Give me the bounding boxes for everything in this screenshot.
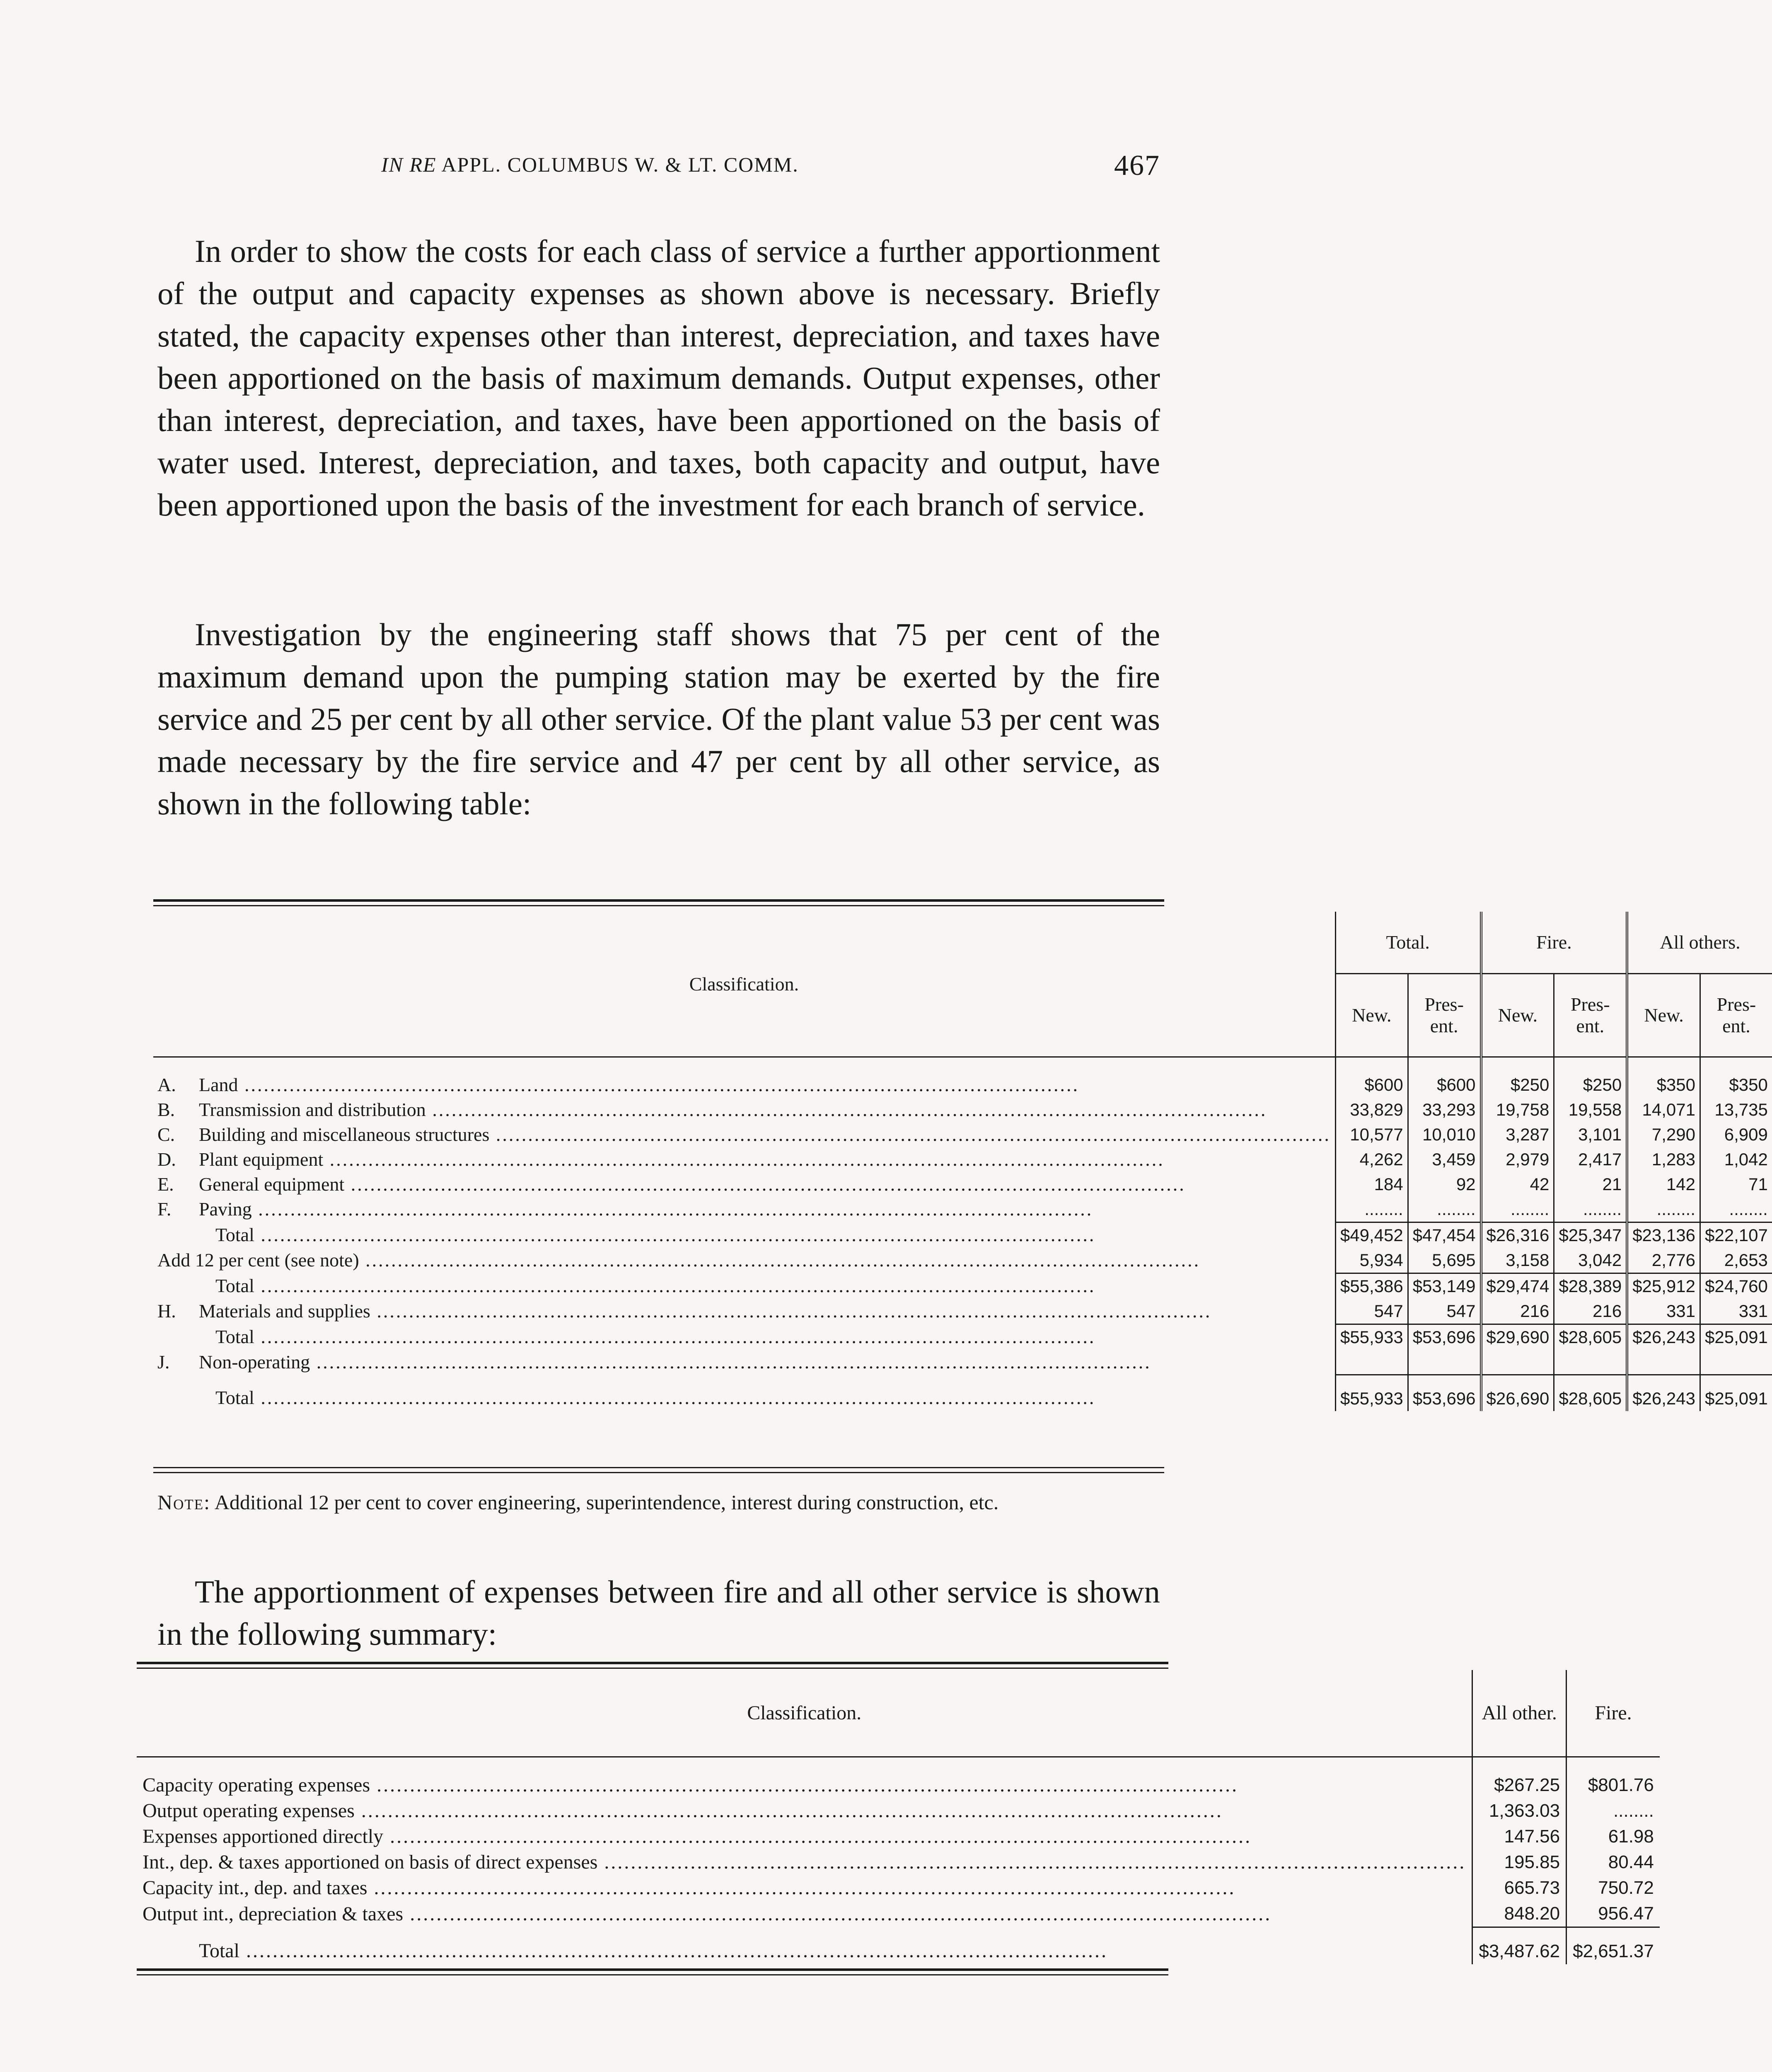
summary-classification-header: Classification. [137, 1670, 1472, 1757]
table-row [137, 1824, 1660, 1849]
paragraph-apportionment-summary [157, 1571, 1160, 1655]
running-head-italic: IN RE [381, 153, 437, 176]
cell-total-present: 10,010 [1408, 1122, 1481, 1147]
cell-others-new [1627, 1350, 1700, 1375]
cell-fire-present [1554, 1350, 1627, 1375]
cell-all-other: 848.20 [1472, 1901, 1567, 1927]
table-row [153, 1122, 1772, 1147]
note-text: Additional 12 per cent to cover engineering, superintendence, interest during construction, etc. [214, 1491, 999, 1514]
table-row [153, 1097, 1772, 1122]
cell-total-new: ........ [1335, 1197, 1408, 1222]
group-header-all-others: All others. [1627, 912, 1772, 974]
cell-total-present: 547 [1408, 1299, 1481, 1324]
table-top-rule-thin [153, 905, 1164, 906]
table-row [153, 1197, 1772, 1222]
row-label: Int., dep. & taxes apportioned on basis of direct expenses ..... [137, 1849, 1472, 1875]
cell-all-other: 195.85 [1472, 1849, 1567, 1875]
cell-fire-present: $28,389 [1554, 1273, 1627, 1299]
table-row [137, 1798, 1660, 1824]
row-label: Total ..... [153, 1222, 1335, 1248]
cell-fire-present: 2,417 [1554, 1147, 1627, 1172]
row-label: J. Non-operating ..... [153, 1350, 1335, 1375]
cell-fire-present: $28,605 [1554, 1375, 1627, 1411]
cell-fire-total: $2,651.37 [1567, 1927, 1660, 1965]
cell-others-new: $26,243 [1627, 1375, 1700, 1411]
paragraph-investigation [157, 613, 1160, 825]
cell-total-new: $55,933 [1335, 1324, 1408, 1350]
summary-bottom-rule [137, 1968, 1168, 1971]
cell-total-new [1335, 1350, 1408, 1375]
cell-total-new: 33,829 [1335, 1097, 1408, 1122]
summary-all-other-header: All other. [1472, 1670, 1567, 1757]
expense-summary-table [137, 1670, 1660, 1964]
table-row-total [153, 1222, 1772, 1248]
cell-fire-new: $29,474 [1481, 1273, 1554, 1299]
cell-total-new: $55,386 [1335, 1273, 1408, 1299]
cell-total-present: 5,695 [1408, 1248, 1481, 1273]
cell-fire: 61.98 [1567, 1824, 1660, 1849]
subheader-present: Pres-ent. [1554, 974, 1627, 1057]
row-label: Expenses apportioned directly ..... [137, 1824, 1472, 1849]
row-label: Total ..... [153, 1273, 1335, 1299]
row-label: B. Transmission and distribution ..... [153, 1097, 1335, 1122]
row-label: Output int., depreciation & taxes ..... [137, 1901, 1472, 1927]
paragraph-cost-apportionment [157, 230, 1160, 526]
table-top-rule [153, 899, 1164, 902]
table-row [153, 1299, 1772, 1324]
cell-fire-new [1481, 1350, 1554, 1375]
cell-fire-present: $25,347 [1554, 1222, 1627, 1248]
cell-fire-present: 3,042 [1554, 1248, 1627, 1273]
cell-total-new: 10,577 [1335, 1122, 1408, 1147]
page-header [157, 149, 1160, 199]
cell-others-new: $25,912 [1627, 1273, 1700, 1299]
cell-others-new: 14,071 [1627, 1097, 1700, 1122]
table-row [153, 1350, 1772, 1375]
cell-fire-new: 216 [1481, 1299, 1554, 1324]
row-label: Capacity operating expenses ..... [137, 1757, 1472, 1798]
subheader-new: New. [1335, 974, 1408, 1057]
cell-fire-new: $29,690 [1481, 1324, 1554, 1350]
table-row [153, 1147, 1772, 1172]
cell-all-other: 1,363.03 [1472, 1798, 1567, 1824]
cell-fire-new: 2,979 [1481, 1147, 1554, 1172]
summary-top-rule [137, 1662, 1168, 1664]
cell-all-other: 147.56 [1472, 1824, 1567, 1849]
table-row-total [153, 1324, 1772, 1350]
cell-fire-new: 3,158 [1481, 1248, 1554, 1273]
table-row [137, 1901, 1660, 1927]
cell-others-present: $25,091 [1700, 1324, 1772, 1350]
cell-others-new: 142 [1627, 1172, 1700, 1197]
summary-top-rule-thin [137, 1668, 1168, 1669]
subheader-new: New. [1627, 974, 1700, 1057]
cell-others-present: 2,653 [1700, 1248, 1772, 1273]
row-label: A. Land ..... [153, 1057, 1335, 1098]
cell-others-present: $22,107 [1700, 1222, 1772, 1248]
row-label: F. Paving ..... [153, 1197, 1335, 1222]
subheader-present: Pres-ent. [1700, 974, 1772, 1057]
group-header-fire: Fire. [1481, 912, 1627, 974]
row-label: Total ..... [137, 1927, 1472, 1965]
cell-fire-present: 19,558 [1554, 1097, 1627, 1122]
cell-others-present: $25,091 [1700, 1375, 1772, 1411]
table-footnote [157, 1492, 1160, 1513]
row-label: Total ..... [153, 1324, 1335, 1350]
cell-fire: ........ [1567, 1798, 1660, 1824]
cell-others-present [1700, 1350, 1772, 1375]
cell-total-present: $53,696 [1408, 1375, 1481, 1411]
cell-total-new: 547 [1335, 1299, 1408, 1324]
table-row-total [137, 1927, 1660, 1965]
row-label: D. Plant equipment ..... [153, 1147, 1335, 1172]
table-row [153, 1057, 1772, 1098]
cell-others-new: $23,136 [1627, 1222, 1700, 1248]
cell-fire-new: 19,758 [1481, 1097, 1554, 1122]
cell-others-new: 2,776 [1627, 1248, 1700, 1273]
table-bottom-rule [153, 1467, 1164, 1468]
cell-others-present: $24,760 [1700, 1273, 1772, 1299]
cell-fire-present: 216 [1554, 1299, 1627, 1324]
cell-total-new: $55,933 [1335, 1375, 1408, 1411]
table-row [153, 1248, 1772, 1273]
cell-fire: $801.76 [1567, 1757, 1660, 1798]
cell-fire-present: $28,605 [1554, 1324, 1627, 1350]
running-head-text: APPL. COLUMBUS W. & LT. COMM. [441, 153, 799, 176]
table-row [137, 1757, 1660, 1798]
table-row-total [153, 1273, 1772, 1299]
paragraph-text: The apportionment of expenses between fire and all other service is shown in the following summary: [157, 1574, 1160, 1652]
cell-total-present: $47,454 [1408, 1222, 1481, 1248]
cell-fire-new: $26,316 [1481, 1222, 1554, 1248]
row-label: Total ..... [153, 1375, 1335, 1411]
cell-total-present: $53,149 [1408, 1273, 1481, 1299]
cell-total-new: $49,452 [1335, 1222, 1408, 1248]
classification-header: Classification. [153, 912, 1335, 1057]
page-number: 467 [1114, 150, 1160, 182]
cell-fire-new: 42 [1481, 1172, 1554, 1197]
cell-total-present: 3,459 [1408, 1147, 1481, 1172]
table-bottom-rule-2 [153, 1472, 1164, 1473]
cell-fire-present: 21 [1554, 1172, 1627, 1197]
row-label: E. General equipment ..... [153, 1172, 1335, 1197]
cell-fire-present: 3,101 [1554, 1122, 1627, 1147]
plant-value-table [153, 912, 1772, 1411]
cell-total-new: 184 [1335, 1172, 1408, 1197]
paragraph-text: In order to show the costs for each class of service a further apportionment of the output and capacity expenses as shown above is necessary. Briefly stated, the capacity expenses other than interest, depreciation, and taxes have been apportioned on the basis of maximum demands. Output expenses, other than interest, depreciation, and taxes, have been apportioned on the basis of water used. Interest, depreciation, and taxes, both capacity and output, have been apportioned upon the basis of the investment for each branch of service. [157, 233, 1160, 523]
row-label: Output operating expenses ..... [137, 1798, 1472, 1824]
cell-fire: 80.44 [1567, 1849, 1660, 1875]
row-label: Add 12 per cent (see note) ..... [153, 1248, 1335, 1273]
cell-others-present: 331 [1700, 1299, 1772, 1324]
group-header-total: Total. [1335, 912, 1481, 974]
cell-total-new: $600 [1335, 1057, 1408, 1098]
row-label: C. Building and miscellaneous structures ..... [153, 1122, 1335, 1147]
cell-others-new: $350 [1627, 1057, 1700, 1098]
note-label: Note: [157, 1491, 211, 1514]
plant-value-table-body [153, 1057, 1772, 1411]
cell-fire-new: $26,690 [1481, 1375, 1554, 1411]
paragraph-text: Investigation by the engineering staff shows that 75 per cent of the maximum demand upon the pumping station may be exerted by the fire service and 25 per cent by all other service. Of the plant value 53 per cent was made necessary by the fire service and 47 per cent by all other service, as shown in the following table: [157, 617, 1160, 821]
cell-fire: 750.72 [1567, 1875, 1660, 1901]
table-row [153, 1172, 1772, 1197]
cell-others-new: 7,290 [1627, 1122, 1700, 1147]
cell-total-present: 33,293 [1408, 1097, 1481, 1122]
cell-others-present: 1,042 [1700, 1147, 1772, 1172]
row-label: H. Materials and supplies ..... [153, 1299, 1335, 1324]
table-row [137, 1875, 1660, 1901]
cell-fire-present: $250 [1554, 1057, 1627, 1098]
cell-total-present: ........ [1408, 1197, 1481, 1222]
cell-all-other: 665.73 [1472, 1875, 1567, 1901]
subheader-new: New. [1481, 974, 1554, 1057]
row-label: Capacity int., dep. and taxes ..... [137, 1875, 1472, 1901]
cell-others-present: 6,909 [1700, 1122, 1772, 1147]
cell-others-new: $26,243 [1627, 1324, 1700, 1350]
cell-total-new: 5,934 [1335, 1248, 1408, 1273]
cell-fire-new: 3,287 [1481, 1122, 1554, 1147]
table-row-grand-total [153, 1375, 1772, 1411]
cell-others-present: ........ [1700, 1197, 1772, 1222]
cell-total-present: 92 [1408, 1172, 1481, 1197]
cell-total-new: 4,262 [1335, 1147, 1408, 1172]
summary-bottom-rule-thin [137, 1974, 1168, 1975]
cell-others-new: ........ [1627, 1197, 1700, 1222]
cell-others-new: 331 [1627, 1299, 1700, 1324]
cell-fire-new: $250 [1481, 1057, 1554, 1098]
cell-fire-present: ........ [1554, 1197, 1627, 1222]
cell-total-present: $53,696 [1408, 1324, 1481, 1350]
subheader-present: Pres-ent. [1408, 974, 1481, 1057]
cell-total-present: $600 [1408, 1057, 1481, 1098]
cell-others-present: 13,735 [1700, 1097, 1772, 1122]
cell-total-present [1408, 1350, 1481, 1375]
cell-others-new: 1,283 [1627, 1147, 1700, 1172]
running-head [381, 152, 799, 177]
cell-all-other: $267.25 [1472, 1757, 1567, 1798]
cell-all-other-total: $3,487.62 [1472, 1927, 1567, 1965]
cell-others-present: 71 [1700, 1172, 1772, 1197]
cell-fire: 956.47 [1567, 1901, 1660, 1927]
cell-others-present: $350 [1700, 1057, 1772, 1098]
cell-fire-new: ........ [1481, 1197, 1554, 1222]
table-row [137, 1849, 1660, 1875]
summary-fire-header: Fire. [1567, 1670, 1660, 1757]
